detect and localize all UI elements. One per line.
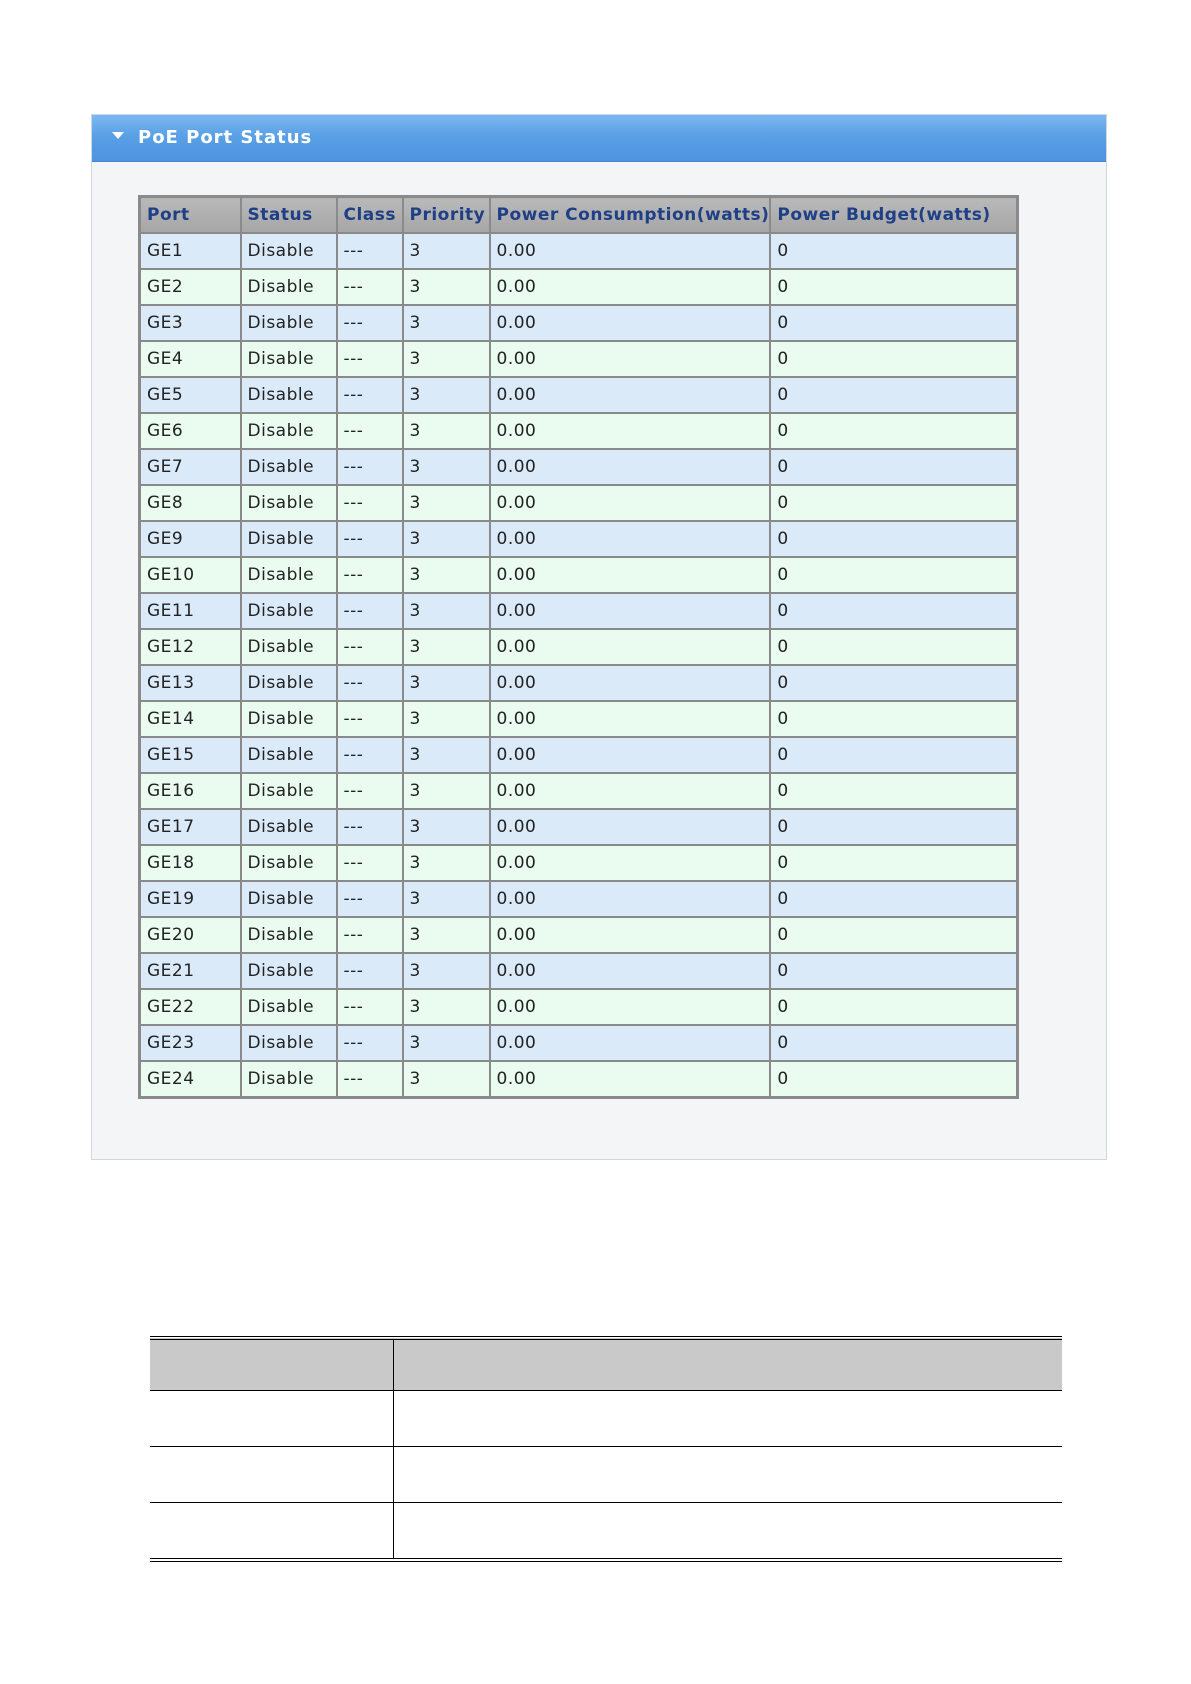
cell-power-budget: 0 bbox=[770, 377, 1017, 413]
cell-port: GE9 bbox=[140, 521, 241, 557]
cell-status: Disable bbox=[241, 413, 337, 449]
cell-priority: 3 bbox=[403, 1025, 490, 1061]
cell-power-consumption: 0.00 bbox=[490, 809, 771, 845]
cell-priority: 3 bbox=[403, 701, 490, 737]
description-cell bbox=[393, 1447, 1062, 1503]
table-body bbox=[140, 233, 1018, 1098]
cell-class: --- bbox=[337, 809, 403, 845]
cell-class: --- bbox=[337, 341, 403, 377]
cell-power-budget: 0 bbox=[770, 845, 1017, 881]
cell-power-budget: 0 bbox=[770, 1025, 1017, 1061]
cell-class: --- bbox=[337, 737, 403, 773]
cell-class: --- bbox=[337, 989, 403, 1025]
description-table bbox=[150, 1336, 1062, 1562]
cell-power-consumption: 0.00 bbox=[490, 1025, 771, 1061]
description-header-cell bbox=[150, 1338, 393, 1391]
table-row bbox=[140, 521, 1018, 557]
cell-port: GE22 bbox=[140, 989, 241, 1025]
cell-status: Disable bbox=[241, 377, 337, 413]
cell-class: --- bbox=[337, 953, 403, 989]
table-row bbox=[140, 917, 1018, 953]
panel-title: PoE Port Status bbox=[138, 127, 313, 148]
cell-class: --- bbox=[337, 845, 403, 881]
cell-priority: 3 bbox=[403, 341, 490, 377]
cell-class: --- bbox=[337, 629, 403, 665]
cell-class: --- bbox=[337, 377, 403, 413]
cell-status: Disable bbox=[241, 233, 337, 269]
table-row bbox=[140, 557, 1018, 593]
cell-power-consumption: 0.00 bbox=[490, 665, 771, 701]
cell-status: Disable bbox=[241, 917, 337, 953]
cell-power-budget: 0 bbox=[770, 809, 1017, 845]
cell-class: --- bbox=[337, 485, 403, 521]
cell-power-budget: 0 bbox=[770, 917, 1017, 953]
table-row bbox=[140, 341, 1018, 377]
cell-power-consumption: 0.00 bbox=[490, 989, 771, 1025]
cell-power-consumption: 0.00 bbox=[490, 413, 771, 449]
cell-priority: 3 bbox=[403, 413, 490, 449]
cell-power-consumption: 0.00 bbox=[490, 269, 771, 305]
table-row bbox=[140, 881, 1018, 917]
cell-port: GE15 bbox=[140, 737, 241, 773]
cell-class: --- bbox=[337, 1025, 403, 1061]
cell-power-consumption: 0.00 bbox=[490, 953, 771, 989]
cell-power-consumption: 0.00 bbox=[490, 341, 771, 377]
description-cell bbox=[150, 1447, 393, 1503]
description-row bbox=[150, 1503, 1062, 1561]
cell-power-budget: 0 bbox=[770, 737, 1017, 773]
cell-power-budget: 0 bbox=[770, 593, 1017, 629]
cell-class: --- bbox=[337, 773, 403, 809]
table-row bbox=[140, 413, 1018, 449]
panel-header[interactable] bbox=[92, 115, 1106, 162]
cell-priority: 3 bbox=[403, 953, 490, 989]
cell-port: GE18 bbox=[140, 845, 241, 881]
table-row bbox=[140, 953, 1018, 989]
cell-priority: 3 bbox=[403, 881, 490, 917]
cell-port: GE7 bbox=[140, 449, 241, 485]
cell-priority: 3 bbox=[403, 845, 490, 881]
cell-power-budget: 0 bbox=[770, 773, 1017, 809]
description-cell bbox=[393, 1391, 1062, 1447]
cell-port: GE8 bbox=[140, 485, 241, 521]
cell-power-consumption: 0.00 bbox=[490, 557, 771, 593]
cell-port: GE3 bbox=[140, 305, 241, 341]
table-row bbox=[140, 737, 1018, 773]
cell-power-consumption: 0.00 bbox=[490, 917, 771, 953]
cell-class: --- bbox=[337, 413, 403, 449]
table-row bbox=[140, 1025, 1018, 1061]
cell-priority: 3 bbox=[403, 485, 490, 521]
table-row bbox=[140, 269, 1018, 305]
cell-power-budget: 0 bbox=[770, 665, 1017, 701]
cell-power-budget: 0 bbox=[770, 341, 1017, 377]
cell-power-budget: 0 bbox=[770, 305, 1017, 341]
cell-priority: 3 bbox=[403, 989, 490, 1025]
table-row bbox=[140, 845, 1018, 881]
cell-port: GE24 bbox=[140, 1061, 241, 1098]
cell-status: Disable bbox=[241, 1061, 337, 1098]
cell-status: Disable bbox=[241, 521, 337, 557]
cell-class: --- bbox=[337, 881, 403, 917]
cell-port: GE23 bbox=[140, 1025, 241, 1061]
cell-power-budget: 0 bbox=[770, 989, 1017, 1025]
cell-priority: 3 bbox=[403, 557, 490, 593]
cell-status: Disable bbox=[241, 341, 337, 377]
cell-status: Disable bbox=[241, 269, 337, 305]
cell-class: --- bbox=[337, 521, 403, 557]
cell-port: GE19 bbox=[140, 881, 241, 917]
table-row bbox=[140, 377, 1018, 413]
description-cell bbox=[150, 1391, 393, 1447]
cell-power-consumption: 0.00 bbox=[490, 845, 771, 881]
column-header-priority: Priority bbox=[403, 197, 490, 234]
cell-status: Disable bbox=[241, 593, 337, 629]
description-row bbox=[150, 1391, 1062, 1447]
cell-power-budget: 0 bbox=[770, 701, 1017, 737]
cell-priority: 3 bbox=[403, 809, 490, 845]
cell-priority: 3 bbox=[403, 773, 490, 809]
cell-power-consumption: 0.00 bbox=[490, 701, 771, 737]
description-header-cell bbox=[393, 1338, 1062, 1391]
cell-power-consumption: 0.00 bbox=[490, 593, 771, 629]
table-row bbox=[140, 665, 1018, 701]
cell-priority: 3 bbox=[403, 665, 490, 701]
cell-power-consumption: 0.00 bbox=[490, 233, 771, 269]
cell-class: --- bbox=[337, 593, 403, 629]
cell-power-budget: 0 bbox=[770, 269, 1017, 305]
column-header-power-budget: Power Budget(watts) bbox=[770, 197, 1017, 234]
cell-status: Disable bbox=[241, 881, 337, 917]
cell-port: GE5 bbox=[140, 377, 241, 413]
cell-class: --- bbox=[337, 665, 403, 701]
table-row bbox=[140, 449, 1018, 485]
cell-class: --- bbox=[337, 233, 403, 269]
cell-power-budget: 0 bbox=[770, 413, 1017, 449]
cell-port: GE21 bbox=[140, 953, 241, 989]
cell-class: --- bbox=[337, 557, 403, 593]
cell-status: Disable bbox=[241, 557, 337, 593]
cell-priority: 3 bbox=[403, 449, 490, 485]
cell-port: GE13 bbox=[140, 665, 241, 701]
table-row bbox=[140, 701, 1018, 737]
cell-priority: 3 bbox=[403, 305, 490, 341]
cell-power-budget: 0 bbox=[770, 521, 1017, 557]
cell-class: --- bbox=[337, 1061, 403, 1098]
cell-priority: 3 bbox=[403, 233, 490, 269]
cell-class: --- bbox=[337, 449, 403, 485]
cell-power-budget: 0 bbox=[770, 449, 1017, 485]
cell-port: GE1 bbox=[140, 233, 241, 269]
cell-status: Disable bbox=[241, 305, 337, 341]
table-row bbox=[140, 1061, 1018, 1098]
cell-class: --- bbox=[337, 269, 403, 305]
cell-priority: 3 bbox=[403, 737, 490, 773]
cell-power-consumption: 0.00 bbox=[490, 1061, 771, 1098]
cell-power-budget: 0 bbox=[770, 629, 1017, 665]
table-row bbox=[140, 629, 1018, 665]
cell-status: Disable bbox=[241, 953, 337, 989]
cell-status: Disable bbox=[241, 989, 337, 1025]
cell-class: --- bbox=[337, 305, 403, 341]
cell-status: Disable bbox=[241, 1025, 337, 1061]
cell-port: GE14 bbox=[140, 701, 241, 737]
cell-status: Disable bbox=[241, 629, 337, 665]
cell-port: GE16 bbox=[140, 773, 241, 809]
cell-port: GE12 bbox=[140, 629, 241, 665]
caret-down-icon[interactable] bbox=[112, 132, 124, 139]
cell-port: GE4 bbox=[140, 341, 241, 377]
column-header-power-consumption: Power Consumption(watts) bbox=[490, 197, 771, 234]
cell-power-consumption: 0.00 bbox=[490, 737, 771, 773]
cell-status: Disable bbox=[241, 485, 337, 521]
cell-priority: 3 bbox=[403, 1061, 490, 1098]
column-header-port: Port bbox=[140, 197, 241, 234]
cell-priority: 3 bbox=[403, 629, 490, 665]
column-header-class: Class bbox=[337, 197, 403, 234]
cell-power-consumption: 0.00 bbox=[490, 773, 771, 809]
cell-port: GE6 bbox=[140, 413, 241, 449]
cell-port: GE20 bbox=[140, 917, 241, 953]
cell-status: Disable bbox=[241, 809, 337, 845]
cell-power-consumption: 0.00 bbox=[490, 449, 771, 485]
cell-port: GE10 bbox=[140, 557, 241, 593]
cell-status: Disable bbox=[241, 737, 337, 773]
table-header-row bbox=[140, 197, 1018, 234]
cell-power-consumption: 0.00 bbox=[490, 521, 771, 557]
cell-port: GE2 bbox=[140, 269, 241, 305]
cell-priority: 3 bbox=[403, 269, 490, 305]
description-row bbox=[150, 1447, 1062, 1503]
table-row bbox=[140, 809, 1018, 845]
cell-port: GE11 bbox=[140, 593, 241, 629]
table-row bbox=[140, 305, 1018, 341]
cell-power-consumption: 0.00 bbox=[490, 485, 771, 521]
cell-priority: 3 bbox=[403, 521, 490, 557]
cell-power-budget: 0 bbox=[770, 953, 1017, 989]
cell-status: Disable bbox=[241, 449, 337, 485]
cell-power-budget: 0 bbox=[770, 233, 1017, 269]
table-row bbox=[140, 593, 1018, 629]
cell-power-budget: 0 bbox=[770, 485, 1017, 521]
cell-power-budget: 0 bbox=[770, 1061, 1017, 1098]
cell-status: Disable bbox=[241, 773, 337, 809]
cell-port: GE17 bbox=[140, 809, 241, 845]
table-row bbox=[140, 773, 1018, 809]
cell-priority: 3 bbox=[403, 377, 490, 413]
description-header-row bbox=[150, 1338, 1062, 1391]
description-cell bbox=[150, 1503, 393, 1561]
cell-status: Disable bbox=[241, 665, 337, 701]
cell-power-budget: 0 bbox=[770, 557, 1017, 593]
cell-power-consumption: 0.00 bbox=[490, 881, 771, 917]
cell-power-consumption: 0.00 bbox=[490, 377, 771, 413]
table-row bbox=[140, 233, 1018, 269]
cell-status: Disable bbox=[241, 845, 337, 881]
cell-power-budget: 0 bbox=[770, 881, 1017, 917]
cell-power-consumption: 0.00 bbox=[490, 629, 771, 665]
cell-priority: 3 bbox=[403, 593, 490, 629]
description-cell bbox=[393, 1503, 1062, 1561]
cell-class: --- bbox=[337, 917, 403, 953]
poe-port-status-panel bbox=[91, 114, 1107, 1160]
table-row bbox=[140, 485, 1018, 521]
table-row bbox=[140, 989, 1018, 1025]
column-header-status: Status bbox=[241, 197, 337, 234]
cell-class: --- bbox=[337, 701, 403, 737]
cell-status: Disable bbox=[241, 701, 337, 737]
cell-priority: 3 bbox=[403, 917, 490, 953]
poe-port-table bbox=[138, 195, 1019, 1099]
cell-power-consumption: 0.00 bbox=[490, 305, 771, 341]
